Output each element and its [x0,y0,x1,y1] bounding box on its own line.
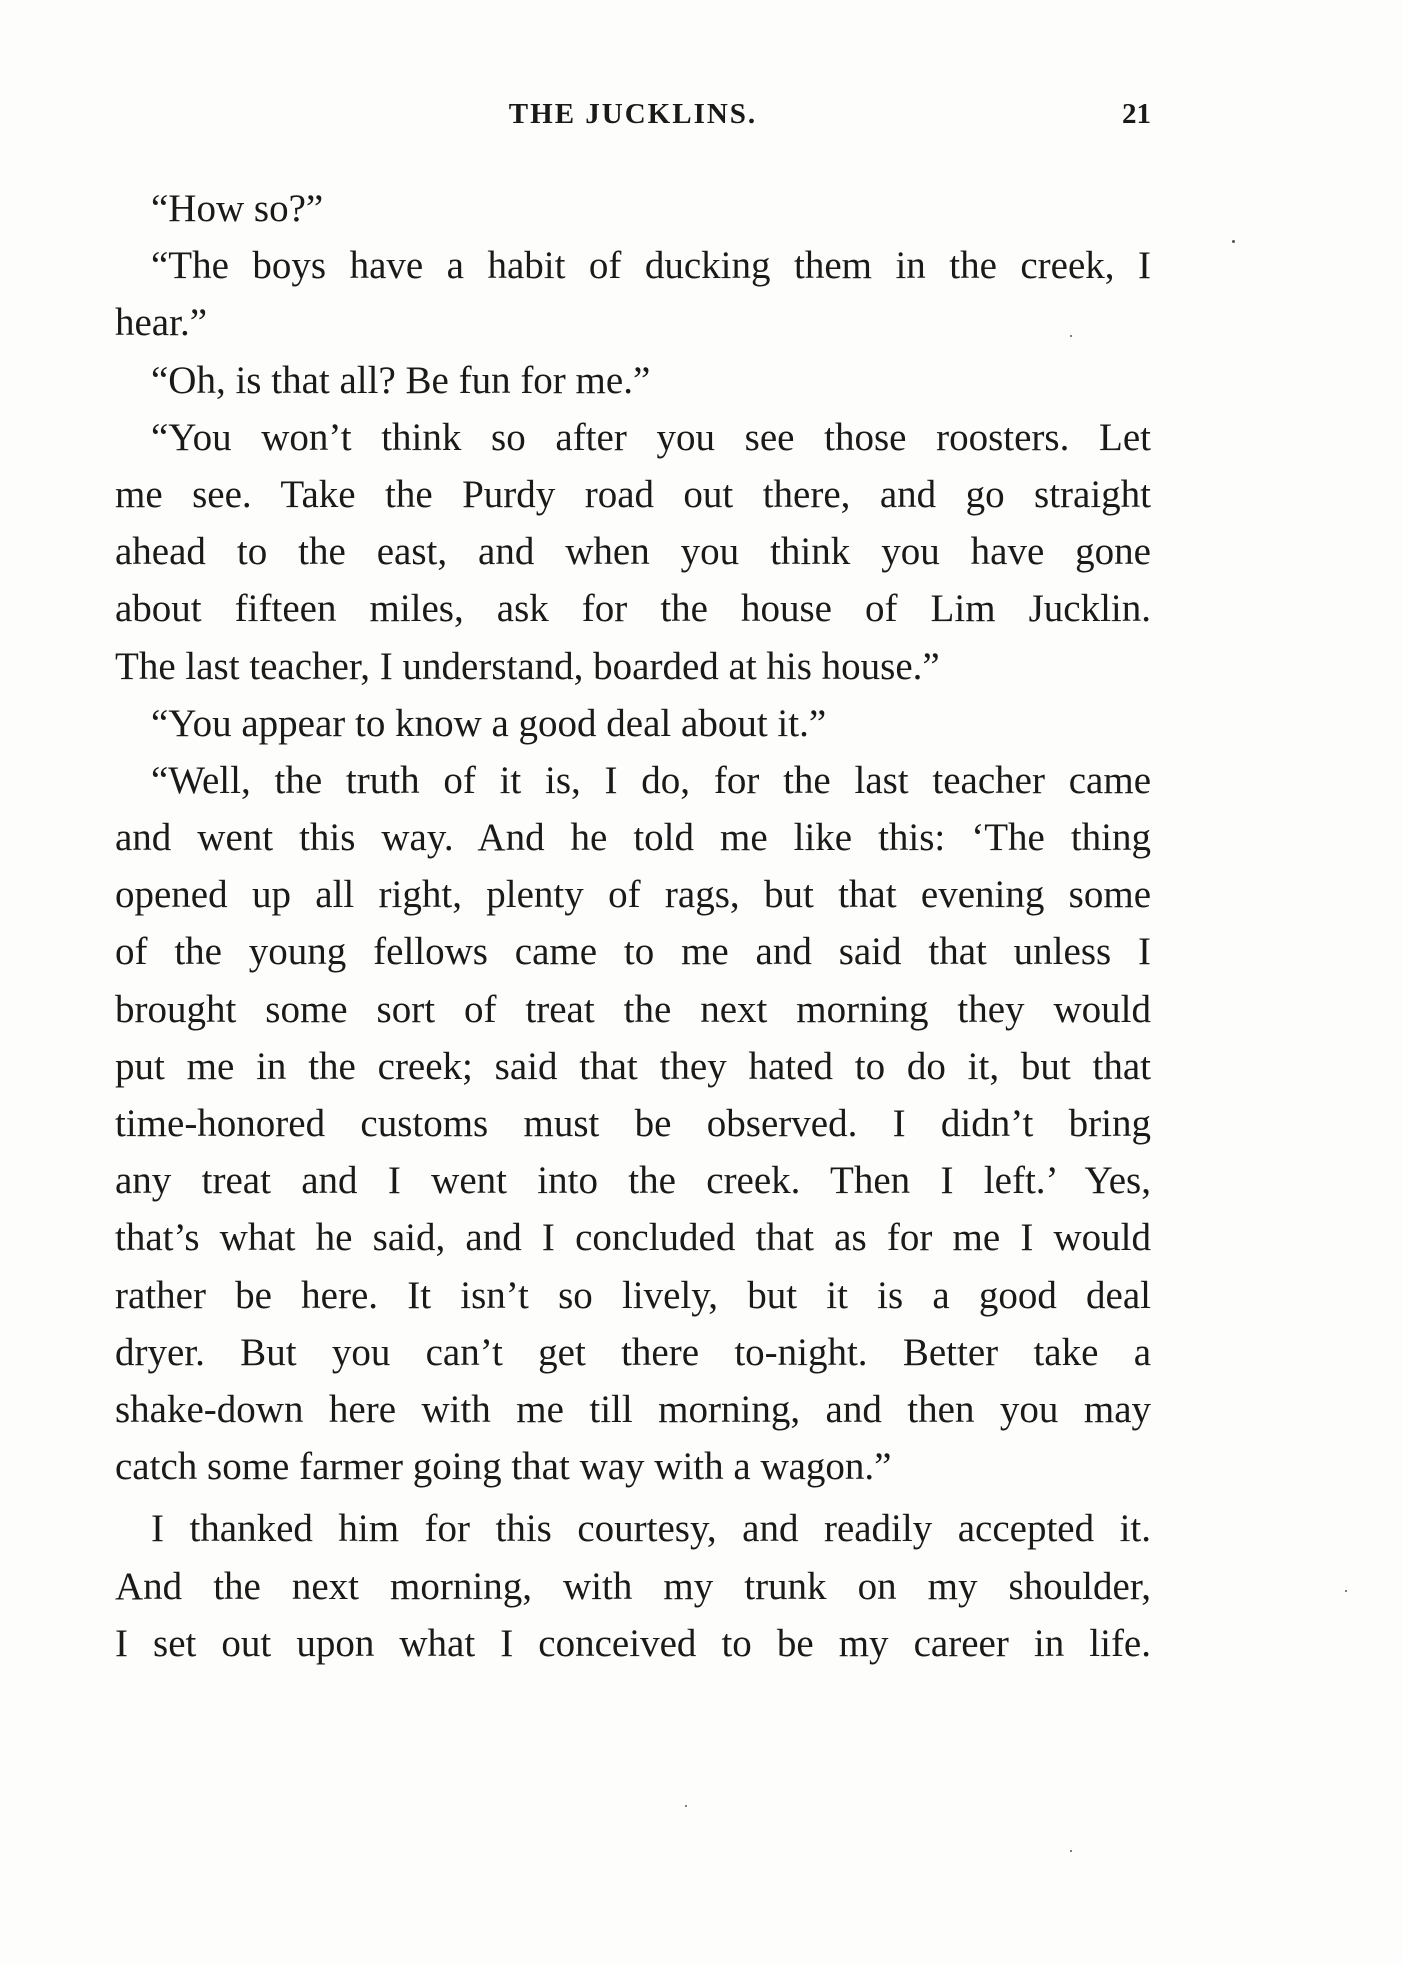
text-line: that’s what he said, and I concluded that as for me I would [115,1216,1151,1260]
scan-speck [1070,1850,1072,1852]
text-line: rather be here. It isn’t so lively, but it is a good deal [115,1273,1151,1317]
scan-speck [1070,335,1072,337]
text-line: I thanked him for this courtesy, and readily accepted it. [151,1507,1151,1551]
page-number: 21 [1122,98,1151,130]
scan-speck [685,1805,687,1807]
body-text [115,180,1151,1672]
text-line: “Oh, is that all? Be fun for me.” [151,358,651,402]
scan-speck [1345,1590,1347,1592]
text-line: and went this way. And he told me like this: ‘The thing [115,816,1151,860]
text-line: “Well, the truth of it is, I do, for the last teacher came [151,758,1151,802]
text-line: any treat and I went into the creek. Then I left.’ Yes, [115,1159,1151,1203]
text-line: put me in the creek; said that they hated to do it, but that [115,1044,1151,1088]
text-line: time-honored customs must be observed. I didn’t bring [115,1102,1151,1145]
text-line: shake-down here with me till morning, and then you may [115,1387,1151,1431]
text-line: of the young fellows came to me and said that unless I [115,930,1151,974]
text-line: “You won’t think so after you see those roosters. Let [151,415,1151,459]
text-line: dryer. But you can’t get there to-night. Better take a [115,1330,1151,1374]
text-line: me see. Take the Purdy road out there, and go straight [115,472,1151,516]
text-line: catch some farmer going that way with a wagon.” [115,1445,892,1489]
text-line: The last teacher, I understand, boarded at his house.” [115,644,940,688]
text-line: And the next morning, with my trunk on my shoulder, [115,1564,1151,1608]
text-line: I set out upon what I conceived to be my career in life. [115,1621,1151,1665]
text-line: hear.” [115,301,208,345]
text-line: ahead to the east, and when you think you have gone [115,530,1151,574]
text-line: “How so?” [151,187,324,230]
text-line: brought some sort of treat the next morning they would [115,987,1151,1031]
text-line: “The boys have a habit of ducking them in the creek, I [151,244,1151,288]
text-line: “You appear to know a good deal about it.” [151,701,827,745]
scan-speck [1232,240,1235,243]
text-line: opened up all right, plenty of rags, but that evening some [115,873,1151,917]
page-header [115,98,1151,138]
text-line: about fifteen miles, ask for the house of Lim Jucklin. [115,587,1151,631]
running-head: THE JUCKLINS. [508,98,758,130]
